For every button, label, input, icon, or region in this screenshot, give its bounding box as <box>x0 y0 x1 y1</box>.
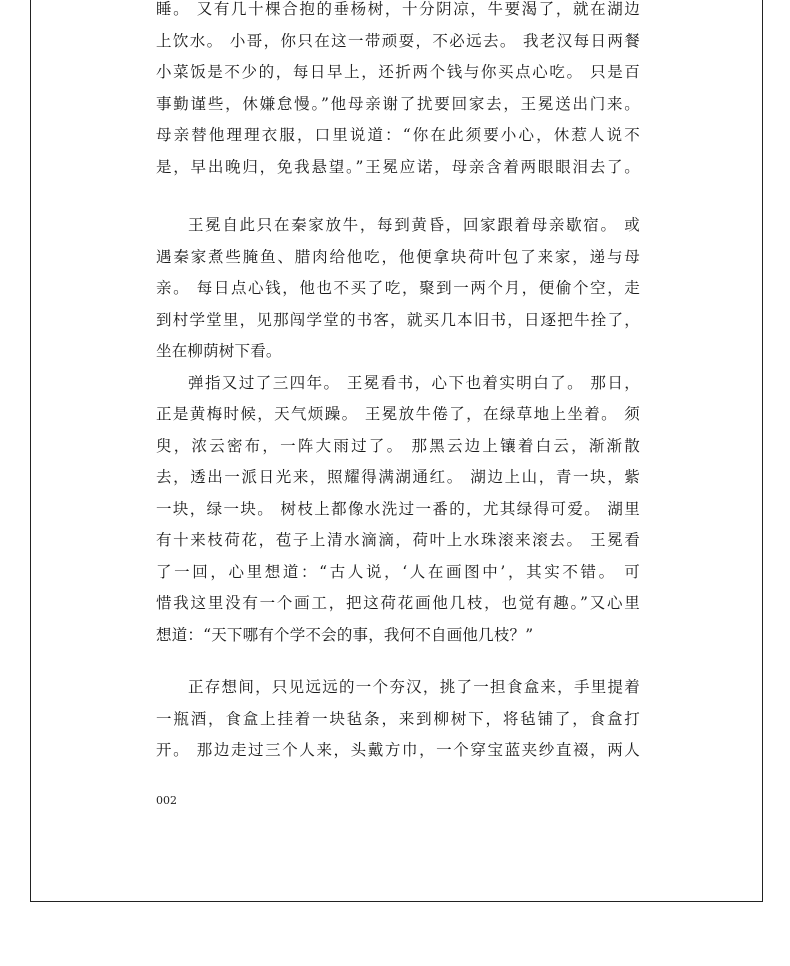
text-line: 坐在柳荫树下看。 <box>156 342 282 360</box>
text-line: 有十来枝荷花，苞子上清水滴滴，荷叶上水珠滚来滚去。 王冕看 <box>156 531 640 549</box>
text-line: 到村学堂里，见那闯学堂的书客，就买几本旧书，日逐把牛拴了， <box>156 310 640 329</box>
page-number: 002 <box>156 794 177 807</box>
text-line: 弹指又过了三四年。 王冕看书，心下也着实明白了。 那日， <box>188 373 640 392</box>
text-line: 王冕自此只在秦家放牛，每到黄昏，回家跟着母亲歇宿。 或 <box>188 216 640 234</box>
text-line: 臾，浓云密布，一阵大雨过了。 那黑云边上镶着白云，渐渐散 <box>156 436 640 455</box>
text-line: 开。 那边走过三个人来，头戴方巾，一个穿宝蓝夹纱直裰，两人 <box>156 741 640 759</box>
text-line: 母亲替他理理衣服，口里说道：“你在此须要小心，休惹人说不 <box>156 126 640 144</box>
text-line: 正存想间，只见远远的一个夯汉，挑了一担食盒来，手里提着 <box>188 678 640 696</box>
paragraph-1 <box>156 0 640 183</box>
text-line: 一瓶酒，食盒上挂着一块毡条，来到柳树下，将毡铺了，食盒打 <box>156 709 640 728</box>
text-line: 亲。 每日点心钱，他也不买了吃，聚到一两个月，便偷个空，走 <box>156 279 640 297</box>
paragraph-2 <box>156 210 640 651</box>
text-line: 去，透出一派日光来，照耀得满湖通红。 湖边上山，青一块，紫 <box>156 468 640 486</box>
text-line: 惜我这里没有一个画工，把这荷花画他几枝，也觉有趣。”又心里 <box>156 594 640 612</box>
text-line: 想道：“天下哪有个学不会的事，我何不自画他几枝？” <box>156 625 534 644</box>
text-line: 遇秦家煮些腌鱼、腊肉给他吃，他便拿块荷叶包了来家，递与母 <box>156 247 640 266</box>
text-line: 了一回，心里想道：“古人说，‘人在画图中’，其实不错。 可 <box>156 562 640 581</box>
text-line: 睡。 又有几十棵合抱的垂杨树，十分阴凉，牛要渴了，就在湖边 <box>156 0 640 18</box>
text-line: 正是黄梅时候，天气烦躁。 王冕放牛倦了，在绿草地上坐着。 须 <box>156 405 640 423</box>
text-line: 事勤谨些，休嫌怠慢。”他母亲谢了扰要回家去，王冕送出门来。 <box>156 94 640 113</box>
paragraph-3 <box>156 672 640 767</box>
text-line: 是，早出晚归，免我悬望。”王冕应诺，母亲含着两眼眼泪去了。 <box>156 157 640 176</box>
text-line: 一块，绿一块。 树枝上都像水洗过一番的，尤其绿得可爱。 湖里 <box>156 499 640 518</box>
text-line: 小菜饭是不少的，每日早上，还折两个钱与你买点心吃。 只是百 <box>156 63 640 81</box>
text-line: 上饮水。 小哥，你只在这一带顽耍，不必远去。 我老汉每日两餐 <box>156 31 640 50</box>
